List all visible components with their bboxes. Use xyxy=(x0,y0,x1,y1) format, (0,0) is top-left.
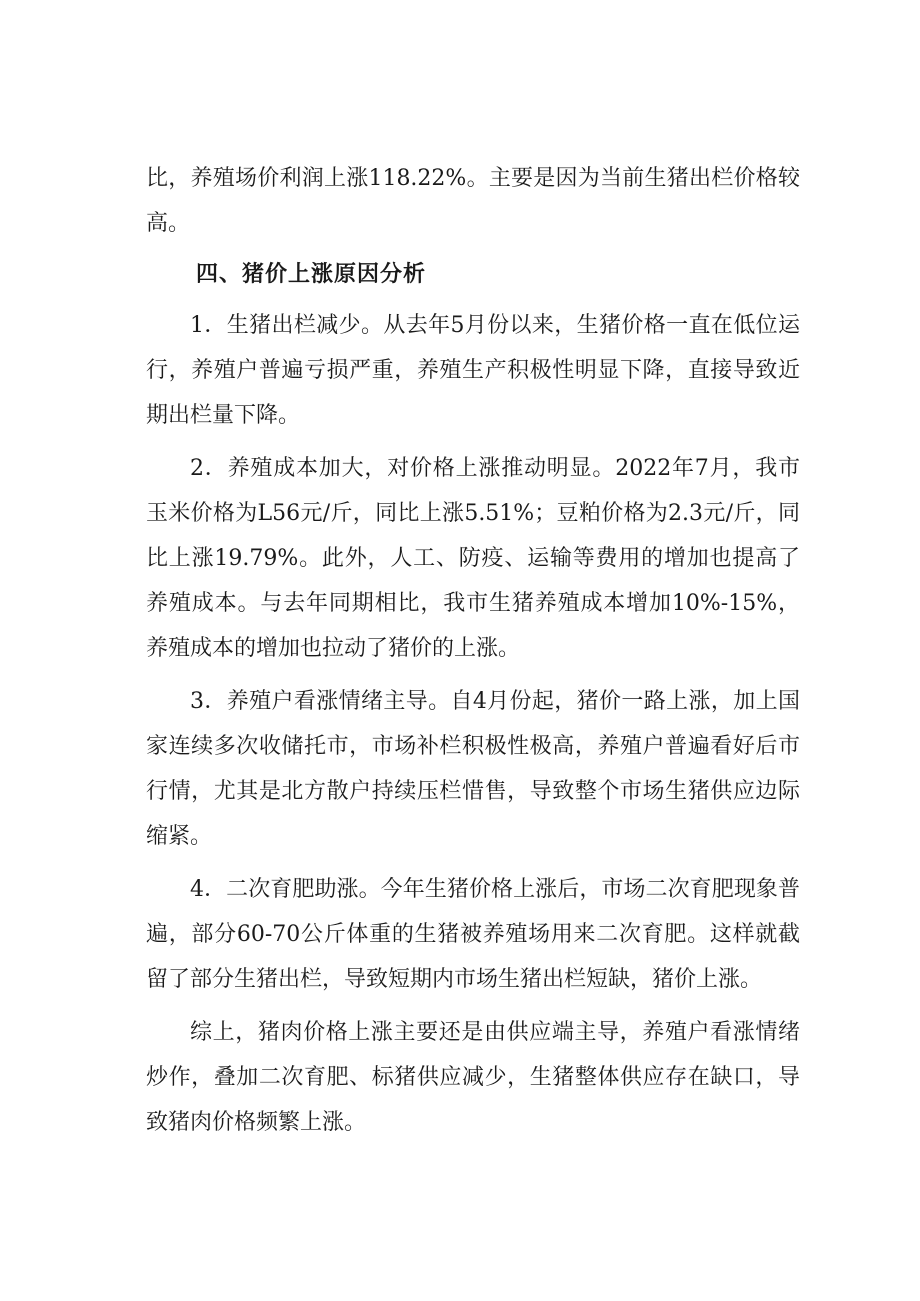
document-body xyxy=(146,156,800,1145)
paragraph-point-4: 4．二次育肥助涨。今年生猪价格上涨后，市场二次育肥现象普遍，部分60-70公斤体重的生猪被养殖场用来二次育肥。这样就截留了部分生猪出栏，导致短期内市场生猪出栏短缺，猪价上涨。 xyxy=(146,877,800,992)
paragraph-point-3: 3．养殖户看涨情绪主导。自4月份起，猪价一路上涨，加上国家连续多次收储托市，市场补栏积极性极高，养殖户普遍看好后市行情，尤其是北方散户持续压栏惜售，导致整个市场生猪供应边际缩紧。 xyxy=(146,689,800,849)
paragraph-point-2: 2．养殖成本加大，对价格上涨推动明显。2022年7月，我市玉米价格为L56元/斤，同比上涨5.51%；豆粕价格为2.3元/斤，同比上涨19.79%。此外，人工、防疫、运输等费用的增加也提高了养殖成本。与去年同期相比，我市生猪养殖成本增加10%-15%，养殖成本的增加也拉动了猪价的上涨。 xyxy=(146,456,800,661)
paragraph-point-1: 1．生猪出栏减少。从去年5月份以来，生猪价格一直在低位运行，养殖户普遍亏损严重，养殖生产积极性明显下降，直接导致近期出栏量下降。 xyxy=(146,313,800,428)
paragraph-summary: 综上，猪肉价格上涨主要还是由供应端主导，养殖户看涨情绪炒作，叠加二次育肥、标猪供应减少，生猪整体供应存在缺口，导致猪肉价格频繁上涨。 xyxy=(146,1020,800,1135)
continued-paragraph: 比，养殖场价利润上涨118.22%。主要是因为当前生猪出栏价格较高。 xyxy=(146,166,800,236)
section-heading: 四、猪价上涨原因分析 xyxy=(196,262,427,287)
